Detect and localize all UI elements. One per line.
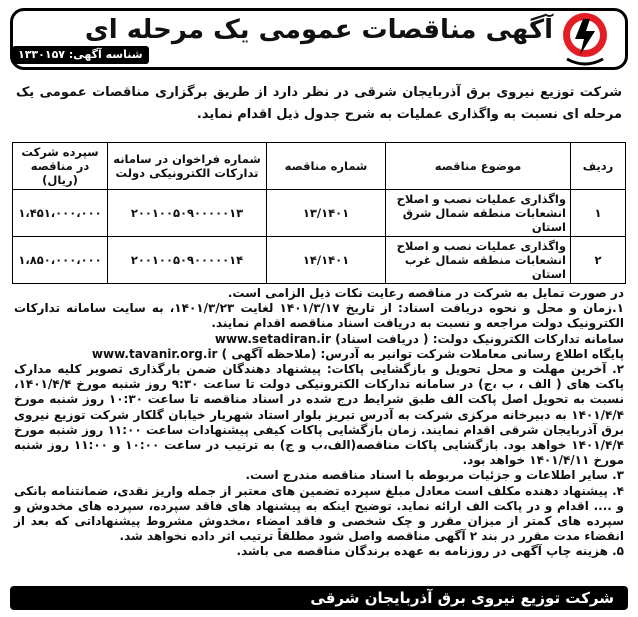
cell-deposit: ۱،۴۵۱،۰۰۰،۰۰۰ bbox=[13, 190, 108, 237]
tender-table bbox=[12, 142, 626, 284]
item-1-document-receipt: ۱.زمان و محل و نحوه دریافت اسناد: از تاریخ ۱۴۰۱/۳/۱۷ لغایت ۱۴۰۱/۳/۲۳، به سایت سامانه تدارکات الکترونیک دولت مراجعه و نسبت به دریافت اسناد مناقصه اقدام نمایند. bbox=[14, 301, 624, 331]
item-5-ad-cost: ۵. هزینه چاپ آگهی در روزنامه به عهده برندگان مناقصه می باشد. bbox=[236, 544, 624, 559]
cell-tender-number: ۱۴/۱۴۰۱ bbox=[267, 237, 386, 284]
column-header-tender-number: شماره مناقصه bbox=[267, 143, 386, 190]
tavanir-label: پایگاه اطلاع رسانی معاملات شرکت توانیر به آدرس: (ملاحظه آگهی ) bbox=[221, 346, 624, 361]
tavanir-line bbox=[14, 347, 624, 362]
setad-label: سامانه تدارکات الکترونیک دولت: ( دریافت اسناد) bbox=[335, 331, 624, 346]
conditions-intro: در صورت تمایل به شرکت در مناقصه رعایت نکات ذیل الزامی است. bbox=[227, 286, 624, 300]
table-row bbox=[13, 237, 626, 284]
cell-subject: واگذاری عملیات نصب و اصلاح انشعابات منطقه شمال غرب استان bbox=[386, 237, 571, 284]
column-header-deposit: سپرده شرکت در مناقصه (ریال) bbox=[13, 143, 108, 190]
setad-line bbox=[14, 332, 624, 347]
column-header-subject: موضوع مناقصه bbox=[386, 143, 571, 190]
item-4-deposit: ۴. پیشنهاد دهنده مکلف است معادل مبلغ سپرده تضمین های معتبر از جمله واریز نقدی، ضمانتنامه بانکی و .... اقدام و در پاکت الف ارائه نماید. توضیح اینکه به پیشنهاد های فاقد سپرده، سپرده های مخدوش و سپرده های کمتر از میزان مقرر و چک شخصی و فاقد امضاء ،مخدوش مشروط پیشنهاداتی که بعد از انقضاء مدت مقرر در بند ۲ آگهی مناقصه واصل شود مطلقاً ترتیب اثر داده نخواهد شد. bbox=[14, 483, 624, 544]
item-2-deadline: ۲. آخرین مهلت و محل تحویل و بازگشایی پاکات: پیشنهاد دهندگان ضمن بارگذاری تصویر کلیه مدارک پاکت های ( الف ، ب ،ج) در سامانه تدارکات الکترونیکی دولت تا ساعت ۹:۳۰ روز شنبه مورخ ۱۴۰۱/۴/۴، نسبت به تحویل اصل پاکت الف طبق شرایط درج شده در اسناد مناقصه تا ساعت ۱۰:۳۰ روز شنبه مورخ ۱۴۰۱/۴/۴ به دبیرخانه مرکزی شرکت به آدرس تبریز بلوار استاد شهریار خیابان گلکار شرکت توزیع نیروی برق آذربایجان شرقی اقدام نمایند. زمان بازگشایی پاکات کیفی پیشنهادات ساعت ۱۱:۰۰ روز شنبه مورخ ۱۴۰۱/۴/۴ خواهد بود. بازگشایی پاکات مناقصه(الف،ب و ج) به ترتیب در ساعت ۱۰:۰۰ و ۱۱:۰۰ روز شنبه مورخ ۱۴۰۱/۴/۱۱ خواهد بود. bbox=[14, 362, 625, 468]
page-title: آگهی مناقصات عمومی یک مرحله ای bbox=[84, 15, 554, 45]
notice-id-badge: شناسه آگهی: ۱۳۳۰۱۵۷ bbox=[12, 46, 149, 64]
cell-subject: واگذاری عملیات نصب و اصلاح انشعابات منطقه شمال شرق استان bbox=[386, 190, 571, 237]
cell-row-number: ۲ bbox=[571, 237, 626, 284]
cell-tender-number: ۱۳/۱۴۰۱ bbox=[267, 190, 386, 237]
notice-body bbox=[14, 286, 624, 560]
electric-company-logo-icon bbox=[559, 9, 611, 69]
column-header-call-number: شماره فراخوان در سامانه تدارکات الکترونیکی دولت bbox=[108, 143, 267, 190]
setad-link[interactable]: www.setadiran.ir bbox=[214, 331, 331, 346]
footer-company-name: شرکت توزیع نیروی برق آذربایجان شرقی bbox=[10, 586, 628, 610]
table-header-row bbox=[13, 143, 626, 190]
item-3-other-info: ۳. سایر اطلاعات و جزئیات مربوطه با اسناد مناقصه مندرج است. bbox=[245, 468, 624, 483]
table-row bbox=[13, 190, 626, 237]
cell-call-number: ۲۰۰۱۰۰۵۰۹۰۰۰۰۰۱۳ bbox=[108, 190, 267, 237]
tavanir-link[interactable]: www.tavanir.org.ir bbox=[91, 346, 218, 361]
intro-text: شرکت توزیع نیروی برق آذربایجان شرقی در نظر دارد از طریق برگزاری مناقصات عمومی یک مرحله ای نسبت به واگذاری عملیات به شرح جدول ذیل اقدام نماید. bbox=[16, 85, 622, 122]
cell-row-number: ۱ bbox=[571, 190, 626, 237]
column-header-row-number: ردیف bbox=[571, 143, 626, 190]
cell-deposit: ۱،۸۵۰،۰۰۰،۰۰۰ bbox=[13, 237, 108, 284]
cell-call-number: ۲۰۰۱۰۰۵۰۹۰۰۰۰۰۱۴ bbox=[108, 237, 267, 284]
